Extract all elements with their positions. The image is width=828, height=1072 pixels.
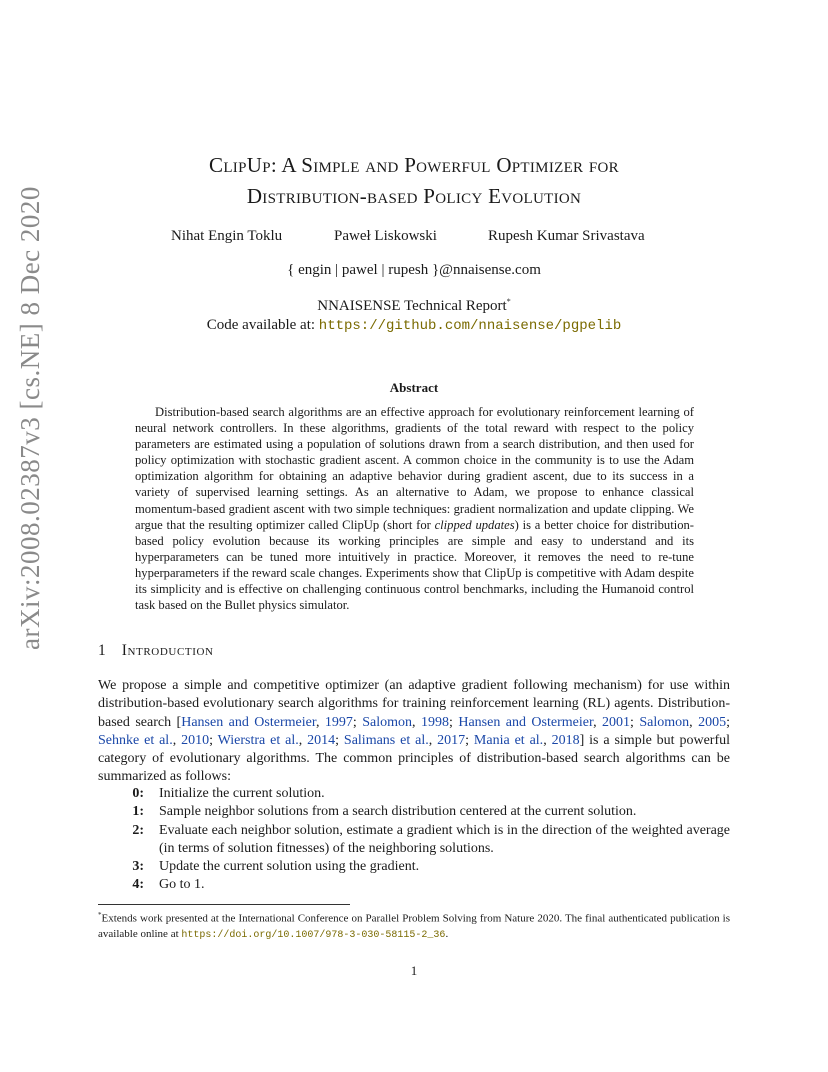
algorithm-steps xyxy=(98,785,730,895)
step-label: 1: xyxy=(132,804,144,820)
footnote-end: . xyxy=(445,927,449,940)
author-2: Paweł Liskowski xyxy=(334,228,437,244)
report-footnote-mark: * xyxy=(506,297,511,306)
step-text: Update the current solution using the gradient. xyxy=(159,859,420,875)
citation-link[interactable]: Sehnke et al. xyxy=(98,732,173,748)
step-text: Initialize the current solution. xyxy=(159,786,325,801)
citation-year-link[interactable]: 2001 xyxy=(602,714,631,730)
step-text: Sample neighbor solutions from a search distribution centered at the current solution. xyxy=(159,804,637,820)
list-item xyxy=(98,822,730,859)
citation-link[interactable]: Salimans et al. xyxy=(343,732,429,748)
list-item xyxy=(98,858,730,876)
abstract-text-2: ) is a better choice for distribution-based policy evolution because its working principles are simple and easy to understand and its hyperparameters can be tuned more intuitively in practice. Moreover, it removes the need to re-tune hyperparameters if the reward scale changes. Experiments show that ClipUp is competitive with Adam despite its simplicity and is effective on challenging continuous control benchmarks, including the Humanoid control task based on the Bullet physics simulator. xyxy=(135,517,694,613)
citation-year-link[interactable]: 2014 xyxy=(307,732,336,748)
intro-text-end: ] is a simple but powerful category of evolutionary algorithms. The common principles of distribution-based search algorithms can be summarized as follows: xyxy=(98,732,731,785)
citation-link[interactable]: Salomon xyxy=(639,714,690,730)
author-emails: { engin | pawel | rupesh }@nnaisense.com xyxy=(287,262,541,278)
list-item xyxy=(98,785,730,803)
intro-paragraph: We propose a simple and competitive optimizer (an adaptive gradient following mechanism) for use within distribution-based evolutionary search algorithms for training reinforcement learning (RL) agents. Distribution-based search [Hansen and Ostermeier, 1997; Salomon, 1998; Hansen and Ostermeier, 2001; Salomon, 2005; Sehnke et al., 2010; Wierstra et al., 2014; Salimans et al., 2017; Mania et al., 2018] is a simple but powerful category of evolutionary algorithms. The common principles of distribution-based search algorithms can be summarized as follows: xyxy=(98,678,731,785)
section-title: Introduction xyxy=(121,642,214,659)
step-label: 2: xyxy=(132,822,144,838)
step-text: Go to 1. xyxy=(159,877,205,893)
citation-link[interactable]: Hansen and Ostermeier xyxy=(181,714,316,730)
citation-year-link[interactable]: 2017 xyxy=(437,732,466,748)
code-prefix: Code available at: xyxy=(206,317,319,333)
abstract-emphasis: clipped updates xyxy=(434,517,515,532)
title-line-1: ClipUp: A Simple and Powerful Optimizer for xyxy=(209,153,619,177)
report-info xyxy=(0,292,828,336)
citation-link[interactable]: Salomon xyxy=(362,714,413,730)
citation-year-link[interactable]: 1998 xyxy=(420,714,449,730)
footnote-mark: * xyxy=(98,911,102,919)
arxiv-stamp: arXiv:2008.02387v3 [cs.NE] 8 Dec 2020 xyxy=(15,186,45,650)
citation-year-link[interactable]: 2010 xyxy=(181,732,210,748)
author-3: Rupesh Kumar Srivastava xyxy=(488,228,645,244)
citation-year-link[interactable]: 2018 xyxy=(551,732,580,748)
citation-year-link[interactable]: 2005 xyxy=(698,714,727,730)
footnote xyxy=(98,908,730,943)
footnote-divider xyxy=(98,904,350,905)
abstract-body xyxy=(135,404,694,613)
step-label: 0: xyxy=(132,786,144,801)
report-label: NNAISENSE Technical Report xyxy=(317,298,507,314)
citation-link[interactable]: Wierstra et al. xyxy=(217,732,299,748)
step-label: 4: xyxy=(132,877,144,893)
step-text: Evaluate each neighbor solution, estimate a gradient which is in the direction of the weighted average (in terms of solution fitnesses) of the neighboring solutions. xyxy=(159,822,730,856)
code-link[interactable]: https://github.com/nnaisense/pgpelib xyxy=(318,318,622,334)
list-item xyxy=(98,876,730,894)
section-heading xyxy=(98,642,214,660)
paper-title xyxy=(0,150,828,212)
intro-text-start: We propose a simple and competitive optimizer (an adaptive gradient following mechanism) for use within distribution-based evolutionary search algorithms for training reinforcement learning (RL) agents. Distribution-based search [ xyxy=(98,678,730,730)
author-1: Nihat Engin Toklu xyxy=(171,228,283,244)
citation-link[interactable]: Hansen and Ostermeier xyxy=(458,714,594,730)
list-item xyxy=(98,803,730,821)
footnote-text: Extends work presented at the International Conference on Parallel Problem Solving from Nature 2020. The final authenticated publication is available online at xyxy=(98,912,730,940)
citation-year-link[interactable]: 1997 xyxy=(324,714,353,730)
doi-link[interactable]: https://doi.org/10.1007/978-3-030-58115-2_36 xyxy=(181,929,446,941)
title-line-2: Distribution-based Policy Evolution xyxy=(246,184,582,208)
page-number: 1 xyxy=(410,963,418,978)
abstract-text-1: Distribution-based search algorithms are an effective approach for evolutionary reinforcement learning of neural network controllers. In these algorithms, gradients of the total reward with respect to the policy parameters are estimated using a population of solutions drawn from a search distribution, and then used for policy optimization with stochastic gradient ascent. A common choice in the community is to use the Adam optimization algorithm for obtaining an adaptive behavior during gradient ascent, due to its success in a variety of supervised learning settings. As an alternative to Adam, we propose to enhance classical momentum-based gradient ascent with two simple techniques: gradient normalization and update clipping. We argue that the resulting optimizer called ClipUp (short for xyxy=(135,405,694,532)
citation-link[interactable]: Mania et al. xyxy=(473,732,544,748)
section-number: 1 xyxy=(98,642,106,659)
abstract-heading: Abstract xyxy=(389,380,439,395)
step-label: 3: xyxy=(132,859,144,875)
